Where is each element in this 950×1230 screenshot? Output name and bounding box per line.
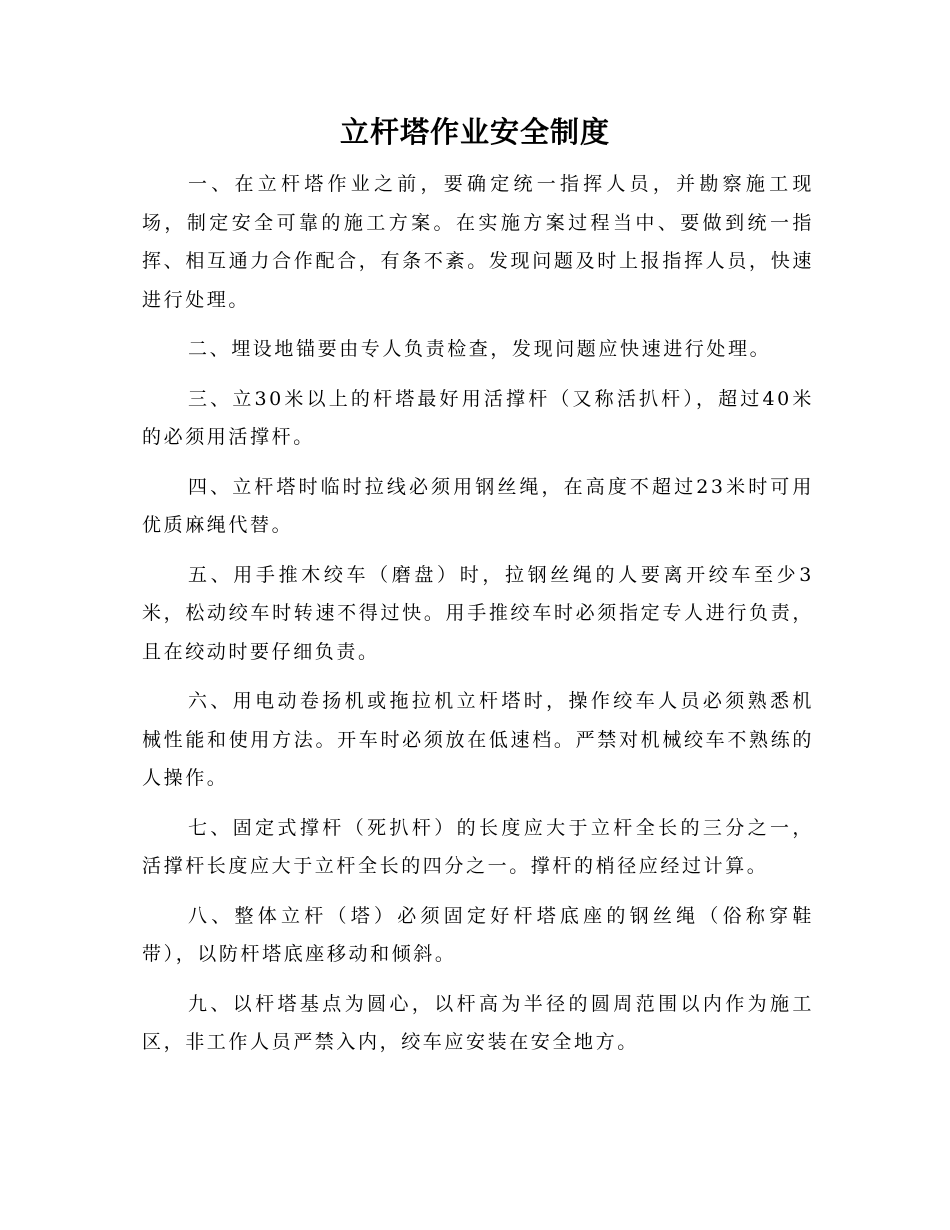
paragraph-6: 六、用电动卷扬机或拖拉机立杆塔时，操作绞车人员必须熟悉机械性能和使用方法。开车时必须放在低速档。严禁对机械绞车不熟练的人操作。 (142, 690, 814, 789)
document-title: 立杆塔作业安全制度 (339, 115, 610, 149)
paragraph-9: 九、以杆塔基点为圆心，以杆高为半径的圆周范围以内作为施工区，非工作人员严禁入内，绞车应安装在安全地方。 (142, 992, 814, 1053)
document-body (142, 165, 814, 1073)
paragraph-8: 八、整体立杆（塔）必须固定好杆塔底座的钢丝绳（俗称穿鞋带），以防杆塔底座移动和倾斜。 (142, 904, 814, 965)
paragraph-7: 七、固定式撑杆（死扒杆）的长度应大于立杆全长的三分之一，活撑杆长度应大于立杆全长的四分之一。撑杆的梢径应经过计算。 (142, 816, 814, 877)
paragraph-5: 五、用手推木绞车（磨盘）时，拉钢丝绳的人要离开绞车至少3米，松动绞车时转速不得过快。用手推绞车时必须指定专人进行负责，且在绞动时要仔细负责。 (142, 563, 814, 663)
paragraph-4: 四、立杆塔时临时拉线必须用钢丝绳，在高度不超过23米时可用优质麻绳代替。 (142, 475, 814, 536)
paragraph-1: 一、在立杆塔作业之前，要确定统一指挥人员，并勘察施工现场，制定安全可靠的施工方案。在实施方案过程当中、要做到统一指挥、相互通力合作配合，有条不紊。发现问题及时上报指挥人员，快速进行处理。 (142, 173, 814, 311)
paragraph-2: 二、埋设地锚要由专人负责检查，发现问题应快速进行处理。 (188, 338, 772, 360)
paragraph-3: 三、立30米以上的杆塔最好用活撑杆（又称活扒杆），超过40米的必须用活撑杆。 (142, 387, 814, 448)
